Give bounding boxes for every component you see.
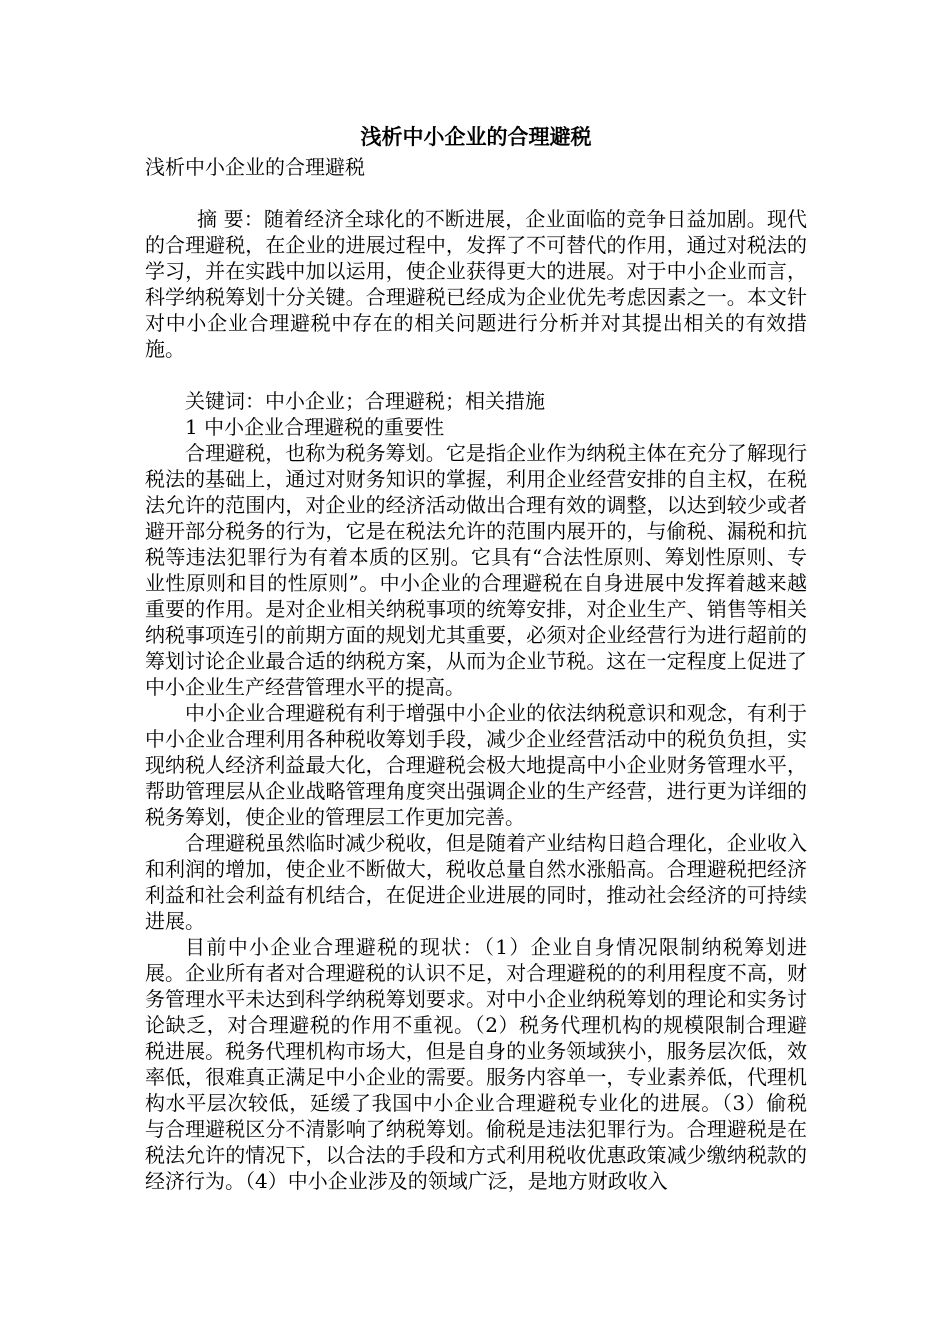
body-paragraph: 合理避税，也称为税务筹划。它是指企业作为纳税主体在充分了解现行税法的基础上，通过对财务知识的掌握，利用企业经营安排的自主权，在税法允许的范围内，对企业的经济活动做出合理有效的调整，以达到较少或者避开部分税务的行为，它是在税法允许的范围内展开的，与偷税、漏税和抗税等违法犯罪行为有着本质的区别。它具有“合法性原则、筹划性原则、专业性原则和目的性原则”。中小企业的合理避税在自身进展中发挥着越来越重要的作用。是对企业相关纳税事项的统筹安排，对企业生产、销售等相关纳税事项连引的前期方面的规划尤其重要，必须对企业经营行为进行超前的筹划讨论企业最合适的纳税方案，从而为企业节税。这在一定程度上促进了中小企业生产经营管理水平的提高。 [145,441,807,699]
document-page [145,120,807,1194]
body-paragraph: 合理避税虽然临时减少税收，但是随着产业结构日趋合理化，企业收入和利润的增加，使企业不断做大，税收总量自然水涨船高。合理避税把经济利益和社会利益有机结合，在促进企业进展的同时，推动社会经济的可持续进展。 [145,831,807,933]
body-paragraph: 目前中小企业合理避税的现状：（1）企业自身情况限制纳税筹划进展。企业所有者对合理避税的认识不足，对合理避税的的利用程度不高，财务管理水平未达到科学纳税筹划要求。对中小企业纳税筹划的理论和实务讨论缺乏，对合理避税的作用不重视。（2）税务代理机构的规模限制合理避税进展。税务代理机构市场大，但是自身的业务领域狭小，服务层次低，效率低，很难真正满足中小企业的需要。服务内容单一，专业素养低，代理机构水平层次较低，延缓了我国中小企业合理避税专业化的进展。（3）偷税与合理避税区分不清影响了纳税筹划。偷税是违法犯罪行为。合理避税是在税法允许的情况下，以合法的手段和方式利用税收优惠政策减少缴纳税款的经济行为。（4）中小企业涉及的领域广泛，是地方财政收入 [145,935,807,1193]
document-subtitle: 浅析中小企业的合理避税 [145,155,365,179]
body-paragraph: 中小企业合理避税有利于增强中小企业的依法纳税意识和观念，有利于中小企业合理利用各种税收筹划手段，减少企业经营活动中的税负负担，实现纳税人经济利益最大化，合理避税会极大地提高中小企业财务管理水平，帮助管理层从企业战略管理角度突出强调企业的生产经营，进行更为详细的税务筹划，使企业的管理层工作更加完善。 [145,701,807,829]
section-heading: 1 中小企业合理避税的重要性 [185,415,445,439]
abstract-paragraph: 摘 要：随着经济全球化的不断进展，企业面临的竞争日益加剧。现代的合理避税，在企业的进展过程中，发挥了不可替代的作用，通过对税法的学习，并在实践中加以运用，使企业获得更大的进展。对于中小企业而言，科学纳税筹划十分关键。合理避税已经成为企业优先考虑因素之一。本文针对中小企业合理避税中存在的相关问题进行分析并对其提出相关的有效措施。 [145,207,807,361]
keywords-line: 关键词：中小企业；合理避税；相关措施 [185,389,545,413]
document-title: 浅析中小企业的合理避税 [360,124,592,149]
